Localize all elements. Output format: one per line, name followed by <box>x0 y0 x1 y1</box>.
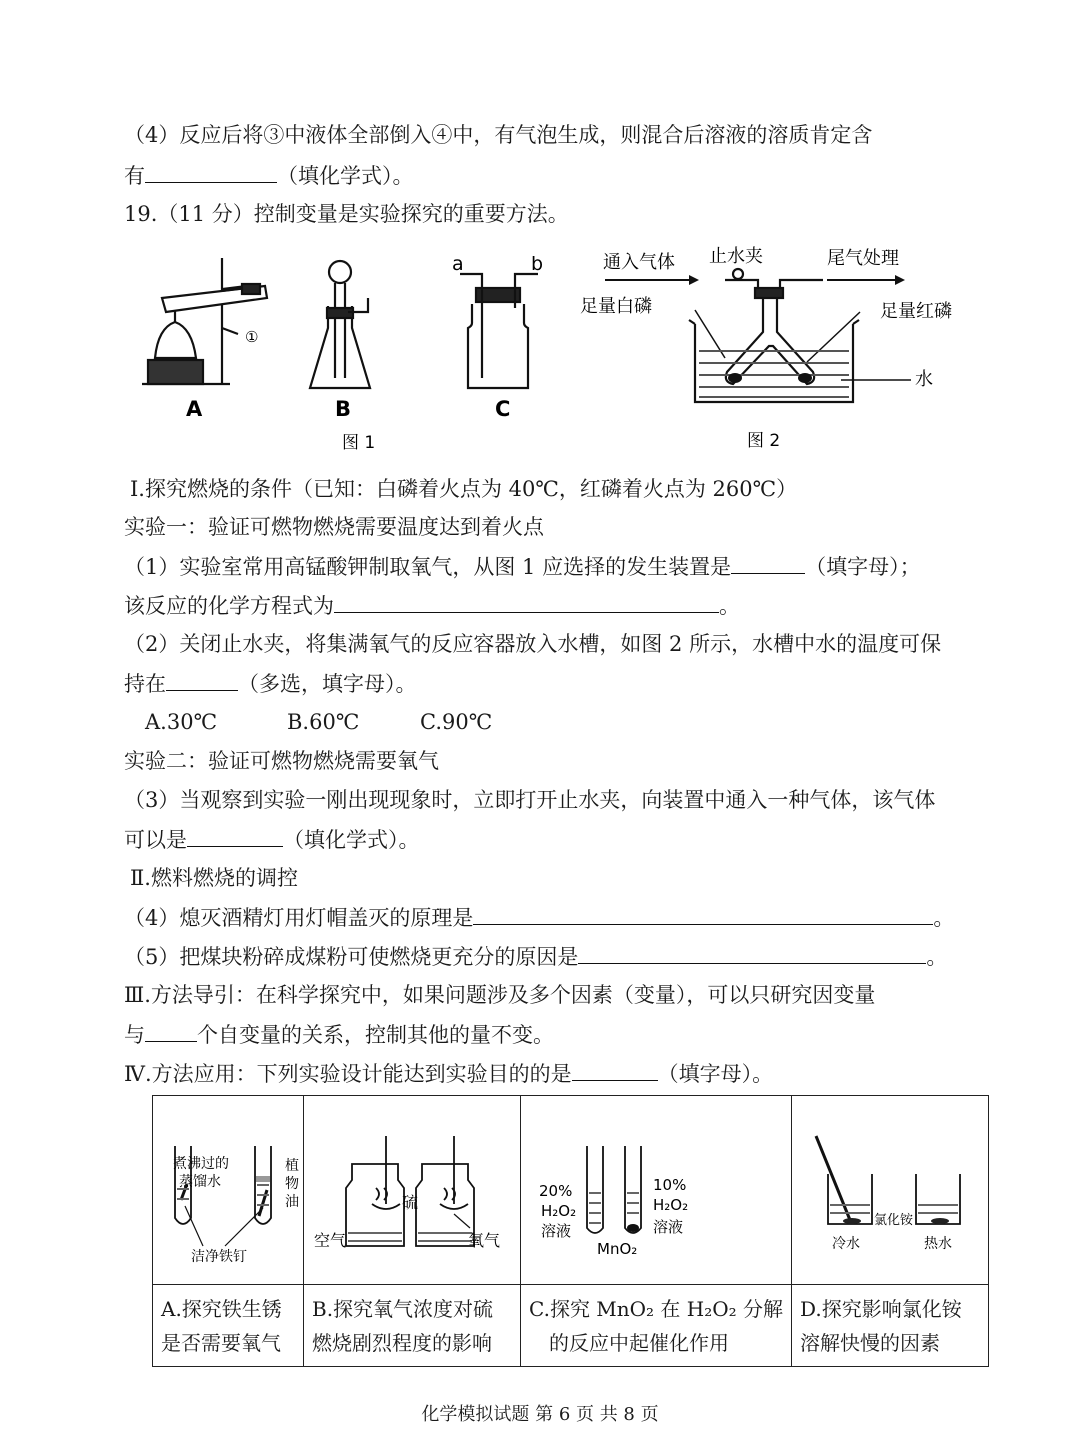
red-phosphorus-label: 足量红磷 <box>880 301 952 322</box>
section-2-heading: Ⅱ.燃料燃烧的调控 <box>130 866 298 890</box>
cell-b-image <box>304 1096 521 1285</box>
sulfur-label: 硫 <box>402 1193 419 1212</box>
water-dots <box>699 350 849 398</box>
h2o2-20pct-label: 20% <box>539 1182 573 1200</box>
label-a: A <box>186 397 203 421</box>
q19-intro: 19.（11 分）控制变量是实验探究的重要方法。 <box>124 202 569 226</box>
q2-line2: 持在 （多选，填字母）。 <box>124 668 417 699</box>
apparatus-c-diagram <box>460 274 538 388</box>
boiled-water-label-2: 蒸馏水 <box>179 1174 221 1190</box>
figure-2-caption: 图 2 <box>747 431 781 451</box>
h2o2-left-label: H₂O₂ <box>541 1202 577 1220</box>
q4-blank[interactable] <box>473 902 933 925</box>
q2-line1: （2）关闭止水夹，将集满氧气的反应容器放入水槽，如图 2 所示，水槽中水的温度可保 <box>124 632 942 656</box>
air-label: 空气 <box>314 1231 347 1250</box>
oxygen-label: 氧气 <box>468 1231 501 1250</box>
marker-1: ① <box>245 328 259 346</box>
white-phosphorus-label: 足量白磷 <box>580 296 652 317</box>
solution-right-label: 溶液 <box>653 1218 684 1236</box>
q3-line2: 可以是 （填化学式）。 <box>124 824 420 855</box>
inlet-label: 通入气体 <box>603 252 675 273</box>
clamp-label: 止水夹 <box>709 246 763 267</box>
q2-blank[interactable] <box>166 668 238 691</box>
q4-line: （4）熄灭酒精灯用灯帽盖灭的原理是 。 <box>124 902 954 933</box>
ammonium-chloride-label: 氯化铵 <box>874 1213 914 1228</box>
cell-a-text: A.探究铁生锈 是否需要氧气 <box>153 1285 304 1367</box>
q1-line1: （1）实验室常用高锰酸钾制取氧气，从图 1 应选择的发生装置是 （填字母）； <box>124 551 921 582</box>
section-4-line: Ⅳ.方法应用：下列实验设计能达到实验目的的是 （填字母）。 <box>124 1058 773 1089</box>
q2-option-b: B.60℃ <box>287 710 360 734</box>
tube-b-label: b <box>531 253 544 275</box>
label-b: B <box>335 397 352 421</box>
cell-b-text: B.探究氧气浓度对硫 燃烧剧烈程度的影响 <box>304 1285 521 1367</box>
q5-line: （5）把煤块粉碎成煤粉可使燃烧更充分的原因是 。 <box>124 941 947 972</box>
cold-water-label: 冷水 <box>832 1236 861 1252</box>
cell-a-image <box>153 1096 304 1285</box>
page-footer: 化学模拟试题 第 6 页 共 8 页 <box>421 1404 659 1425</box>
exhaust-label: 尾气处理 <box>827 248 899 269</box>
q18-4-line2: 有 （填化学式）。 <box>124 160 414 191</box>
q1-line2: 该反应的化学方程式为 。 <box>124 590 740 621</box>
apparatus-b-diagram <box>310 261 370 388</box>
cell-c-image <box>521 1096 792 1285</box>
experiment-2-heading: 实验二：验证可燃物燃烧需要氧气 <box>124 749 439 773</box>
h2o2-right-label: H₂O₂ <box>653 1196 689 1214</box>
figure-1-caption: 图 1 <box>342 433 376 453</box>
boiled-water-label-1: 煮沸过的 <box>173 1156 229 1172</box>
figure-2 <box>575 240 975 455</box>
cell-d-text: D.探究影响氯化铵 溶解快慢的因素 <box>792 1285 989 1367</box>
solution-left-label: 溶液 <box>541 1222 572 1240</box>
q3-blank[interactable] <box>187 824 283 847</box>
label-c: C <box>495 397 511 421</box>
iron-nail-label: 洁净铁钉 <box>191 1249 247 1265</box>
q3-line1: （3）当观察到实验一刚出现现象时，立即打开止水夹，向装置中通入一种气体，该气体 <box>124 788 936 812</box>
mno2-label: MnO₂ <box>597 1240 638 1258</box>
q18-4-line1: （4）反应后将③中液体全部倒入④中，有气泡生成，则混合后溶液的溶质肯定含 <box>124 123 873 147</box>
experiment-table <box>152 1095 989 1367</box>
q5-blank[interactable] <box>578 941 926 964</box>
section-3-blank[interactable] <box>145 1019 197 1042</box>
cell-c-text: C.探究 MnO₂ 在 H₂O₂ 分解 的反应中起催化作用 <box>521 1285 792 1367</box>
q1-blank-device[interactable] <box>731 551 805 574</box>
figure-1 <box>130 248 570 458</box>
tube-a-label: a <box>452 253 464 275</box>
oil-label-2: 物 <box>285 1176 299 1192</box>
answer-blank[interactable] <box>145 160 277 183</box>
oil-label-3: 油 <box>285 1194 299 1210</box>
apparatus-a-diagram <box>142 258 267 384</box>
section-1-heading: Ⅰ.探究燃烧的条件（已知：白磷着火点为 40℃，红磷着火点为 260℃） <box>130 477 798 501</box>
q1-blank-equation[interactable] <box>334 590 719 613</box>
section-4-blank[interactable] <box>572 1058 658 1081</box>
section-3-line2: 与 个自变量的关系，控制其他的量不变。 <box>124 1019 554 1050</box>
section-3-line1: Ⅲ.方法导引：在科学探究中，如果问题涉及多个因素（变量），可以只研究因变量 <box>124 983 876 1007</box>
hot-water-label: 热水 <box>924 1236 953 1252</box>
h2o2-10pct-label: 10% <box>653 1176 687 1194</box>
cell-d-image <box>792 1096 989 1285</box>
q2-option-c: C.90℃ <box>420 710 493 734</box>
y-tube-apparatus <box>689 269 911 402</box>
experiment-1-heading: 实验一：验证可燃物燃烧需要温度达到着火点 <box>124 515 544 539</box>
oil-label-1: 植 <box>285 1158 299 1174</box>
water-label: 水 <box>915 369 933 390</box>
q2-option-a: A.30℃ <box>145 710 218 734</box>
